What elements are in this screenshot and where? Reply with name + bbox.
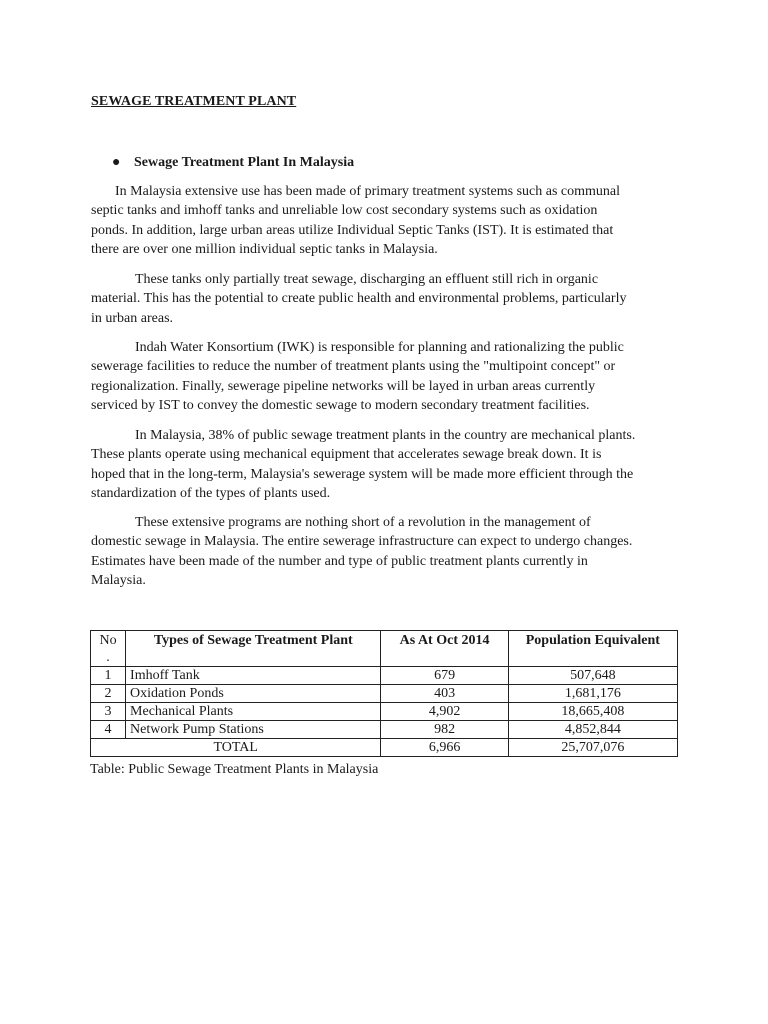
- paragraph-line: sewerage facilities to reduce the number of treatment plants using the "multipoint concept" or: [91, 359, 616, 375]
- cell-no: 1: [91, 667, 126, 685]
- paragraph-line: In Malaysia extensive use has been made of primary treatment systems such as communal: [115, 184, 621, 199]
- cell-type: Mechanical Plants: [126, 703, 381, 721]
- document-title: SEWAGE TREATMENT PLANT: [91, 94, 297, 109]
- cell-population: 507,648: [508, 667, 677, 685]
- paragraph-2: [91, 270, 683, 328]
- paragraph-4: [91, 426, 683, 503]
- cell-population: 4,852,844: [508, 721, 677, 739]
- cell-type: Network Pump Stations: [126, 721, 381, 739]
- header-no-line1: No: [99, 633, 117, 648]
- cell-population: 18,665,408: [508, 703, 677, 721]
- paragraph-1: [91, 182, 683, 259]
- paragraph-line: Estimates have been made of the number and type of public treatment plants currently in: [91, 553, 588, 569]
- paragraph-line: regionalization. Finally, sewerage pipeline networks will be layed in urban areas currently: [91, 378, 596, 394]
- header-no-line2: .: [106, 650, 110, 665]
- cell-type: Oxidation Ponds: [126, 685, 381, 703]
- cell-as-at: 679: [381, 667, 508, 685]
- paragraph-line: These extensive programs are nothing short of a revolution in the management of: [135, 515, 591, 530]
- table-caption: Table: Public Sewage Treatment Plants in Malaysia: [90, 762, 379, 777]
- table-row: [91, 703, 678, 721]
- paragraph-line: hoped that in the long-term, Malaysia's sewerage system will be made more efficient through the: [91, 466, 634, 482]
- cell-population: 1,681,176: [508, 685, 677, 703]
- table-row: [91, 667, 678, 685]
- cell-total-label: TOTAL: [91, 739, 381, 757]
- paragraph-line: Malaysia.: [91, 572, 146, 588]
- paragraph-3: [91, 338, 683, 415]
- cell-type: Imhoff Tank: [126, 667, 381, 685]
- paragraph-line: In Malaysia, 38% of public sewage treatment plants in the country are mechanical plants.: [135, 428, 636, 443]
- paragraph-line: in urban areas.: [91, 310, 174, 326]
- cell-no: 3: [91, 703, 126, 721]
- paragraph-line: material. This has the potential to create public health and environmental problems, particularly: [91, 291, 627, 307]
- bullet-icon: ●: [112, 155, 121, 170]
- table-header-row: [91, 631, 678, 667]
- paragraph-line: These tanks only partially treat sewage, discharging an effluent still rich in organic: [135, 272, 599, 287]
- header-type: Types of Sewage Treatment Plant: [126, 631, 381, 667]
- cell-total-population: 25,707,076: [508, 739, 677, 757]
- cell-as-at: 4,902: [381, 703, 508, 721]
- header-population: Population Equivalent: [508, 631, 677, 667]
- table-total-row: [91, 739, 678, 757]
- paragraph-line: there are over one million individual septic tanks in Malaysia.: [91, 241, 438, 257]
- paragraph-line: Indah Water Konsortium (IWK) is responsible for planning and rationalizing the public: [135, 340, 624, 355]
- paragraph-5: [91, 513, 683, 590]
- cell-as-at: 982: [381, 721, 508, 739]
- cell-total-as-at: 6,966: [381, 739, 508, 757]
- paragraph-line: These plants operate using mechanical equipment that accelerates sewage break down. It is: [91, 447, 602, 463]
- cell-no: 2: [91, 685, 126, 703]
- paragraph-line: ponds. In addition, large urban areas utilize Individual Septic Tanks (IST). It is estimated that: [91, 222, 614, 238]
- sewage-plants-table: [90, 630, 678, 757]
- paragraph-line: serviced by IST to convey the domestic sewage to modern secondary treatment facilities.: [91, 397, 590, 413]
- table-row: [91, 721, 678, 739]
- paragraph-line: domestic sewage in Malaysia. The entire sewerage infrastructure can expect to undergo changes.: [91, 534, 633, 550]
- header-as-at: As At Oct 2014: [381, 631, 508, 667]
- paragraph-line: standardization of the types of plants used.: [91, 485, 331, 501]
- cell-as-at: 403: [381, 685, 508, 703]
- section-heading: [112, 155, 354, 171]
- paragraph-line: septic tanks and imhoff tanks and unreliable low cost secondary systems such as oxidation: [91, 203, 598, 219]
- section-heading-text: Sewage Treatment Plant In Malaysia: [134, 155, 355, 170]
- header-no: [91, 631, 126, 667]
- cell-no: 4: [91, 721, 126, 739]
- table-row: [91, 685, 678, 703]
